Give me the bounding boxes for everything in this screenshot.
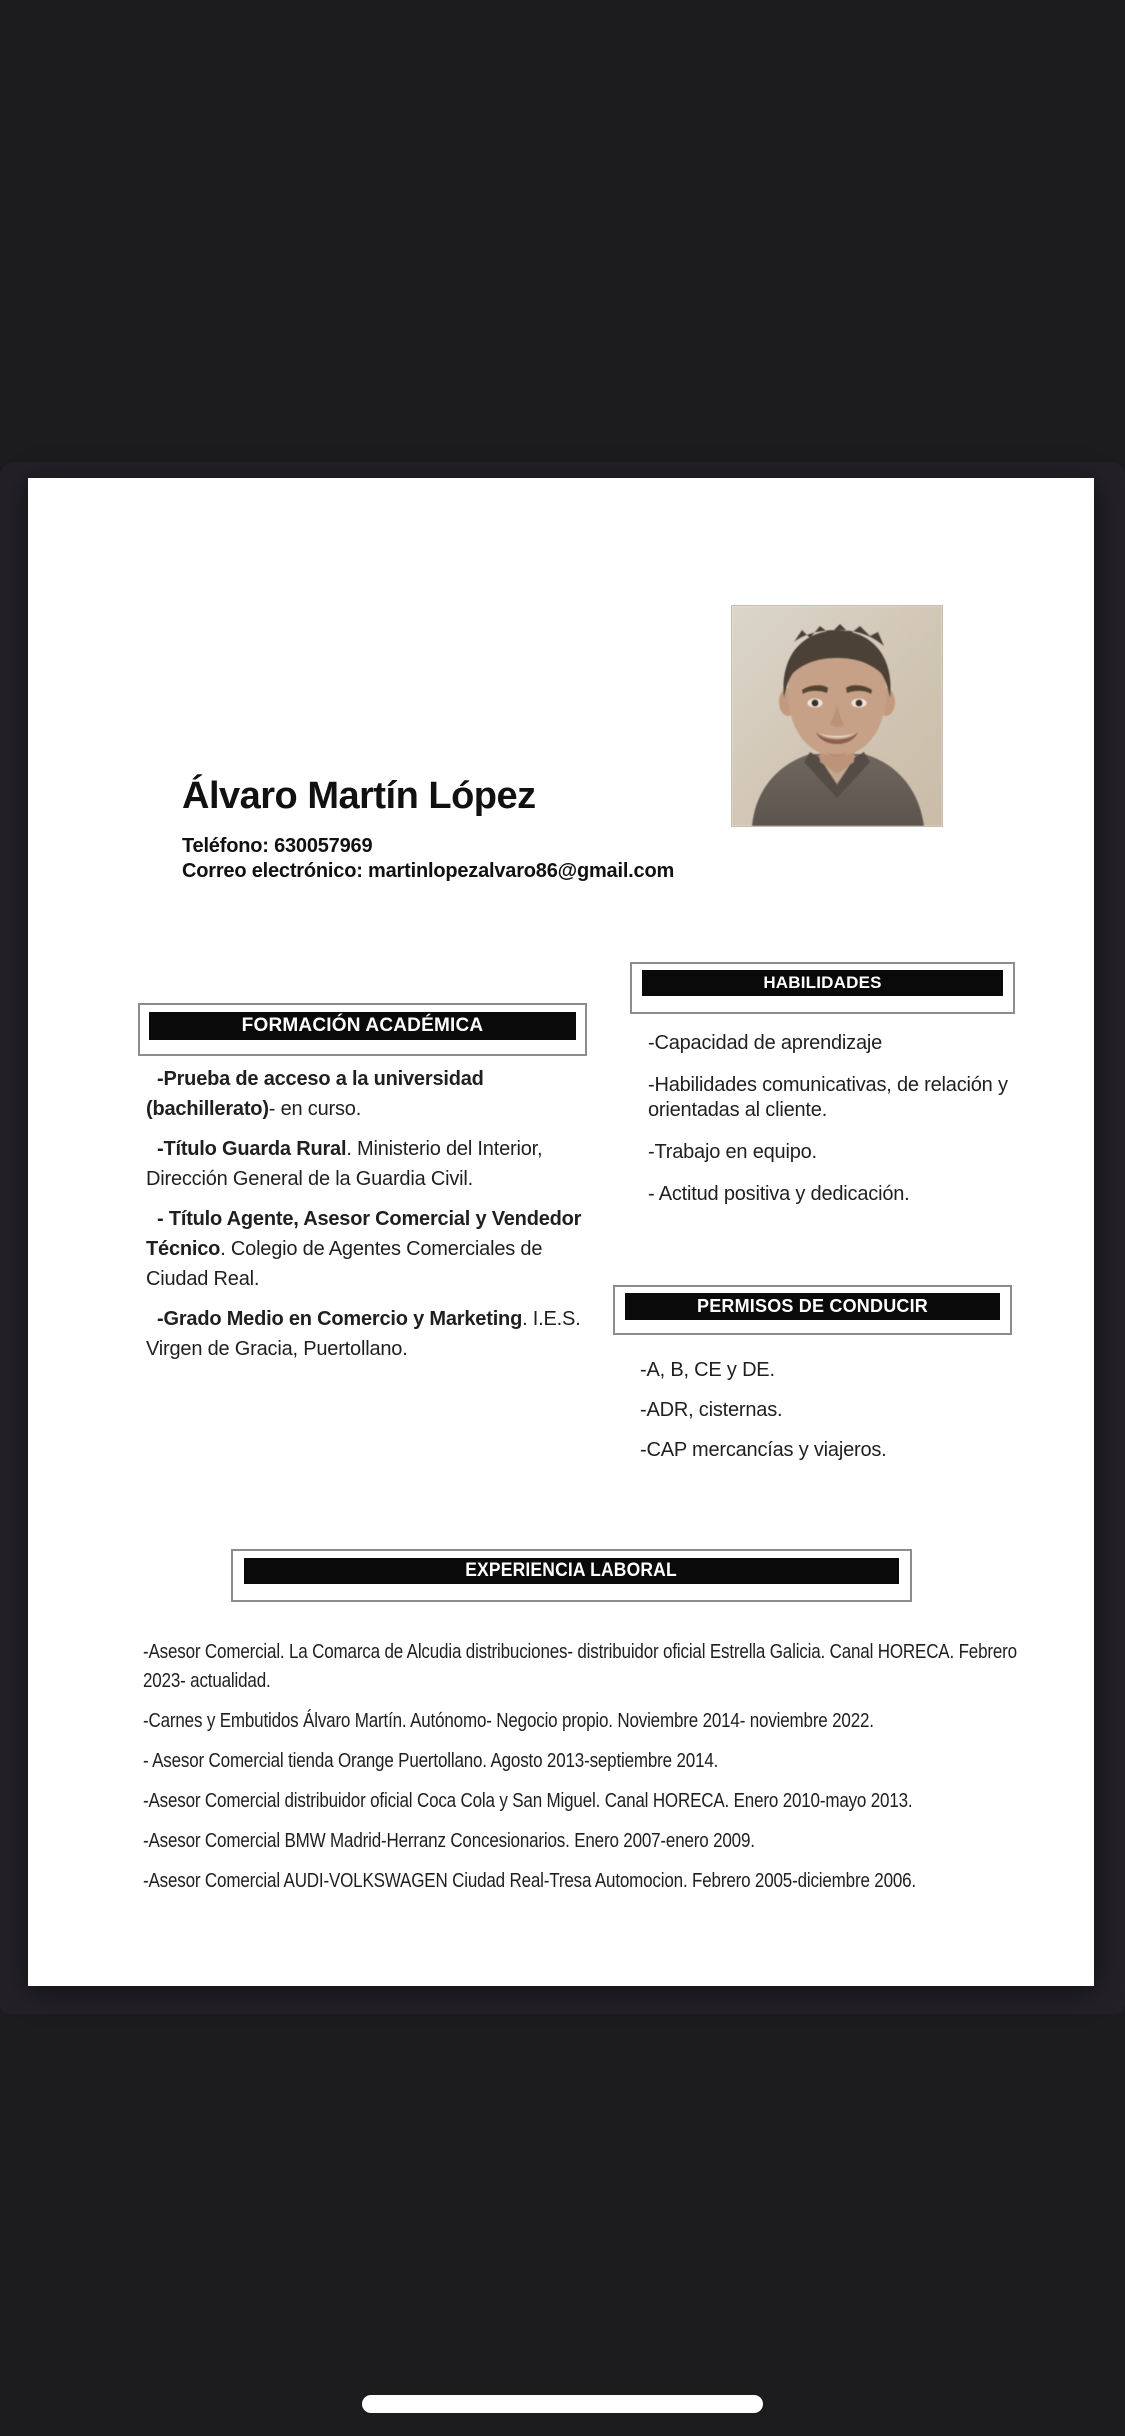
experience-item: -Carnes y Embutidos Álvaro Martín. Autónomo- Negocio propio. Noviembre 2014- noviembre 2022. (143, 1710, 874, 1732)
contact-block (182, 834, 674, 884)
page-title-name: Álvaro Martín López (182, 775, 536, 817)
education-item: -Prueba de acceso a la universidad (bachillerato)- en curso. (146, 1068, 484, 1120)
experience-item: -Asesor Comercial AUDI-VOLKSWAGEN Ciudad Real-Tresa Automocion. Febrero 2005-diciembre 2006. (143, 1870, 916, 1892)
license-item: -CAP mercancías y viajeros. (640, 1439, 887, 1461)
home-indicator[interactable] (362, 2395, 763, 2413)
portrait-photo-illustration (732, 606, 942, 826)
experience-item: -Asesor Comercial distribuidor oficial Coca Cola y San Miguel. Canal HORECA. Enero 2010-mayo 2013. (143, 1790, 913, 1812)
cv-document-page[interactable] (28, 478, 1094, 1986)
section-title-experiencia: EXPERIENCIA LABORAL (244, 1558, 899, 1584)
experience-item: - Asesor Comercial tienda Orange Puertollano. Agosto 2013-septiembre 2014. (143, 1750, 719, 1772)
education-item: -Título Guarda Rural. Ministerio del Interior, Dirección General de la Guardia Civil. (146, 1138, 543, 1190)
experiencia-items (143, 1638, 1019, 1907)
license-item: -ADR, cisternas. (640, 1399, 783, 1421)
section-title-formacion: FORMACIÓN ACADÉMICA (149, 1012, 576, 1040)
permisos-items (640, 1358, 1010, 1478)
formacion-items (146, 1064, 594, 1374)
experience-item: -Asesor Comercial BMW Madrid-Herranz Concesionarios. Enero 2007-enero 2009. (143, 1830, 755, 1852)
phone-line: Teléfono: 630057969 (182, 835, 373, 857)
experience-item: -Asesor Comercial. La Comarca de Alcudia distribuciones- distribuidor oficial Estrella Galicia. Canal HORECA. Febrero 2023- actualidad. (143, 1641, 1017, 1692)
email-line: Correo electrónico: martinlopezalvaro86@gmail.com (182, 860, 675, 882)
section-title-permisos: PERMISOS DE CONDUCIR (625, 1293, 1000, 1320)
education-item: - Título Agente, Asesor Comercial y Vendedor Técnico. Colegio de Agentes Comerciales de Ciudad Real. (146, 1208, 582, 1290)
skill-item: - Actitud positiva y dedicación. (648, 1183, 910, 1205)
skill-item: -Habilidades comunicativas, de relación y orientadas al cliente. (648, 1074, 1008, 1121)
license-item: -A, B, CE y DE. (640, 1359, 775, 1381)
skill-item: -Trabajo en equipo. (648, 1141, 817, 1163)
habilidades-items (648, 1031, 1016, 1224)
section-header-permisos (613, 1285, 1012, 1335)
portrait-photo (731, 605, 943, 827)
education-item: -Grado Medio en Comercio y Marketing. I.E.S. Virgen de Gracia, Puertollano. (146, 1308, 581, 1360)
section-title-habilidades: HABILIDADES (642, 970, 1003, 996)
section-header-formacion (138, 1003, 587, 1056)
section-header-habilidades (630, 962, 1015, 1014)
section-header-experiencia (231, 1549, 912, 1602)
skill-item: -Capacidad de aprendizaje (648, 1032, 883, 1054)
